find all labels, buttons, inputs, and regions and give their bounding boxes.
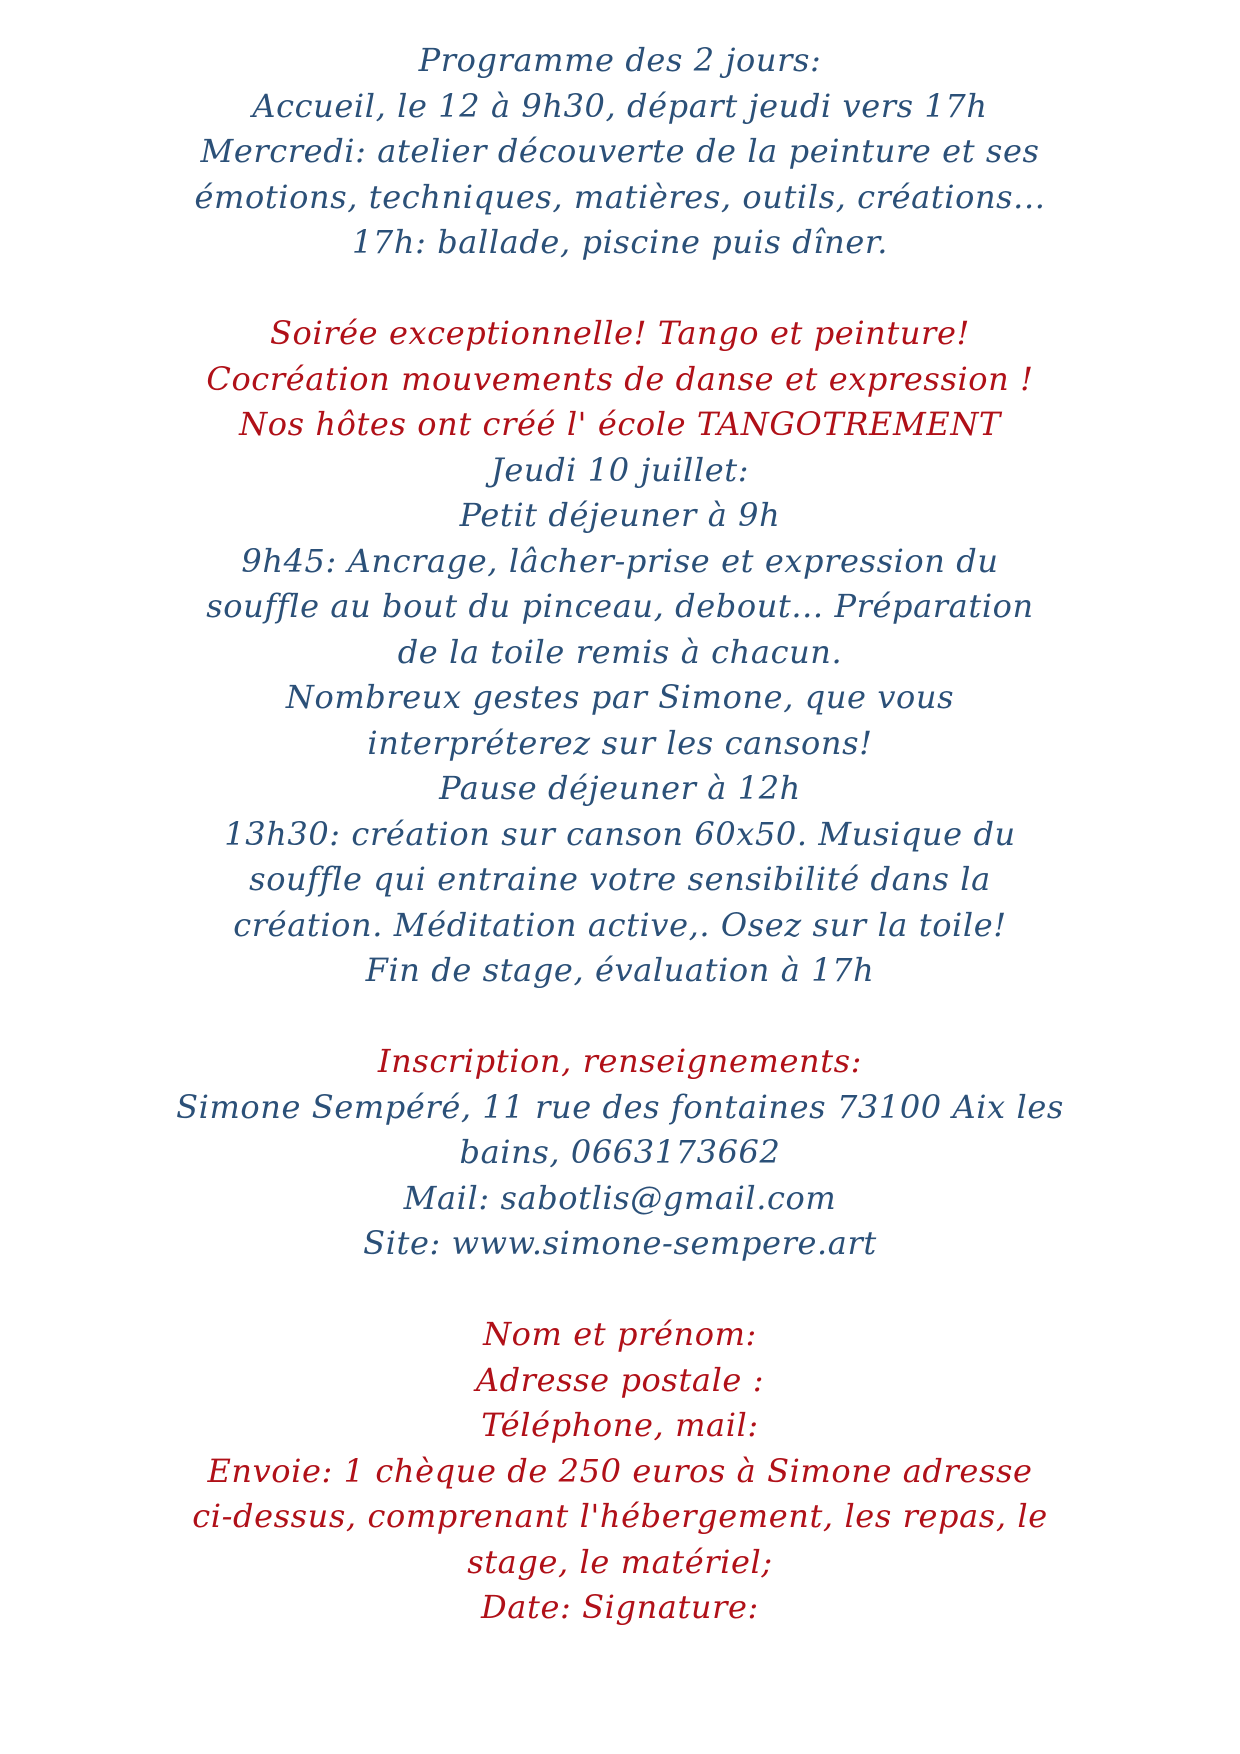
flyer-text bbox=[0, 38, 1240, 1631]
spacer bbox=[0, 1267, 1240, 1313]
name-field-label: Nom et prénom: bbox=[483, 1315, 757, 1353]
program-section bbox=[0, 38, 1240, 266]
contact-heading: Inscription, renseignements: bbox=[377, 1042, 863, 1080]
evening-line: Soirée exceptionnelle! Tango et peinture! bbox=[270, 314, 970, 352]
evening-line: Cocréation mouvements de danse et expression ! bbox=[206, 359, 1034, 398]
thursday-line: souffle qui entraine votre sensibilité dans la bbox=[249, 860, 991, 898]
phone-field-label: Téléphone, mail: bbox=[481, 1406, 759, 1444]
address-field-label: Adresse postale : bbox=[475, 1360, 765, 1399]
contact-section bbox=[0, 1039, 1240, 1267]
payment-line: ci-dessus, comprenant l'hébergement, les repas, le bbox=[192, 1497, 1048, 1535]
thursday-line: 9h45: Ancrage, lâcher-prise et expression du bbox=[241, 541, 999, 580]
thursday-line: Fin de stage, évaluation à 17h bbox=[365, 951, 875, 989]
thursday-line: Nombreux gestes par Simone, que vous bbox=[285, 678, 955, 716]
evening-line: Nos hôtes ont créé l' école TANGOTREMENT bbox=[239, 405, 1001, 443]
contact-site: Site: www.simone-sempere.art bbox=[363, 1224, 877, 1262]
program-title: Programme des 2 jours: bbox=[418, 41, 822, 79]
thursday-line: Pause déjeuner à 12h bbox=[439, 769, 801, 807]
thursday-line: création. Méditation active,. Osez sur la toile! bbox=[233, 905, 1007, 944]
date-signature-label: Date: Signature: bbox=[481, 1588, 759, 1626]
spacer bbox=[0, 266, 1240, 312]
wednesday-line: émotions, techniques, matières, outils, créations... bbox=[194, 177, 1046, 216]
thursday-line: 13h30: création sur canson 60x50. Musique du bbox=[224, 814, 1016, 853]
spacer bbox=[0, 994, 1240, 1040]
contact-address: Simone Sempéré, 11 rue des fontaines 73100 Aix les bbox=[176, 1087, 1064, 1126]
wednesday-line: 17h: ballade, piscine puis dîner. bbox=[351, 223, 889, 261]
contact-mail: Mail: sabotlis@gmail.com bbox=[403, 1178, 837, 1217]
arrival-info: Accueil, le 12 à 9h30, départ jeudi vers 17h bbox=[252, 86, 988, 125]
evening-section bbox=[0, 311, 1240, 448]
payment-line: Envoie: 1 chèque de 250 euros à Simone adresse bbox=[207, 1451, 1033, 1490]
registration-form bbox=[0, 1312, 1240, 1631]
contact-address: bains, 0663173662 bbox=[459, 1133, 781, 1171]
thursday-title: Jeudi 10 juillet: bbox=[490, 450, 750, 489]
thursday-line: de la toile remis à chacun. bbox=[397, 632, 843, 671]
thursday-line: Petit déjeuner à 9h bbox=[459, 496, 781, 534]
wednesday-line: Mercredi: atelier découverte de la peinture et ses bbox=[200, 132, 1040, 170]
payment-line: stage, le matériel; bbox=[467, 1542, 773, 1581]
thursday-section bbox=[0, 448, 1240, 994]
thursday-line: interpréterez sur les cansons! bbox=[367, 723, 873, 762]
thursday-line: souffle au bout du pinceau, debout... Préparation bbox=[206, 587, 1034, 625]
